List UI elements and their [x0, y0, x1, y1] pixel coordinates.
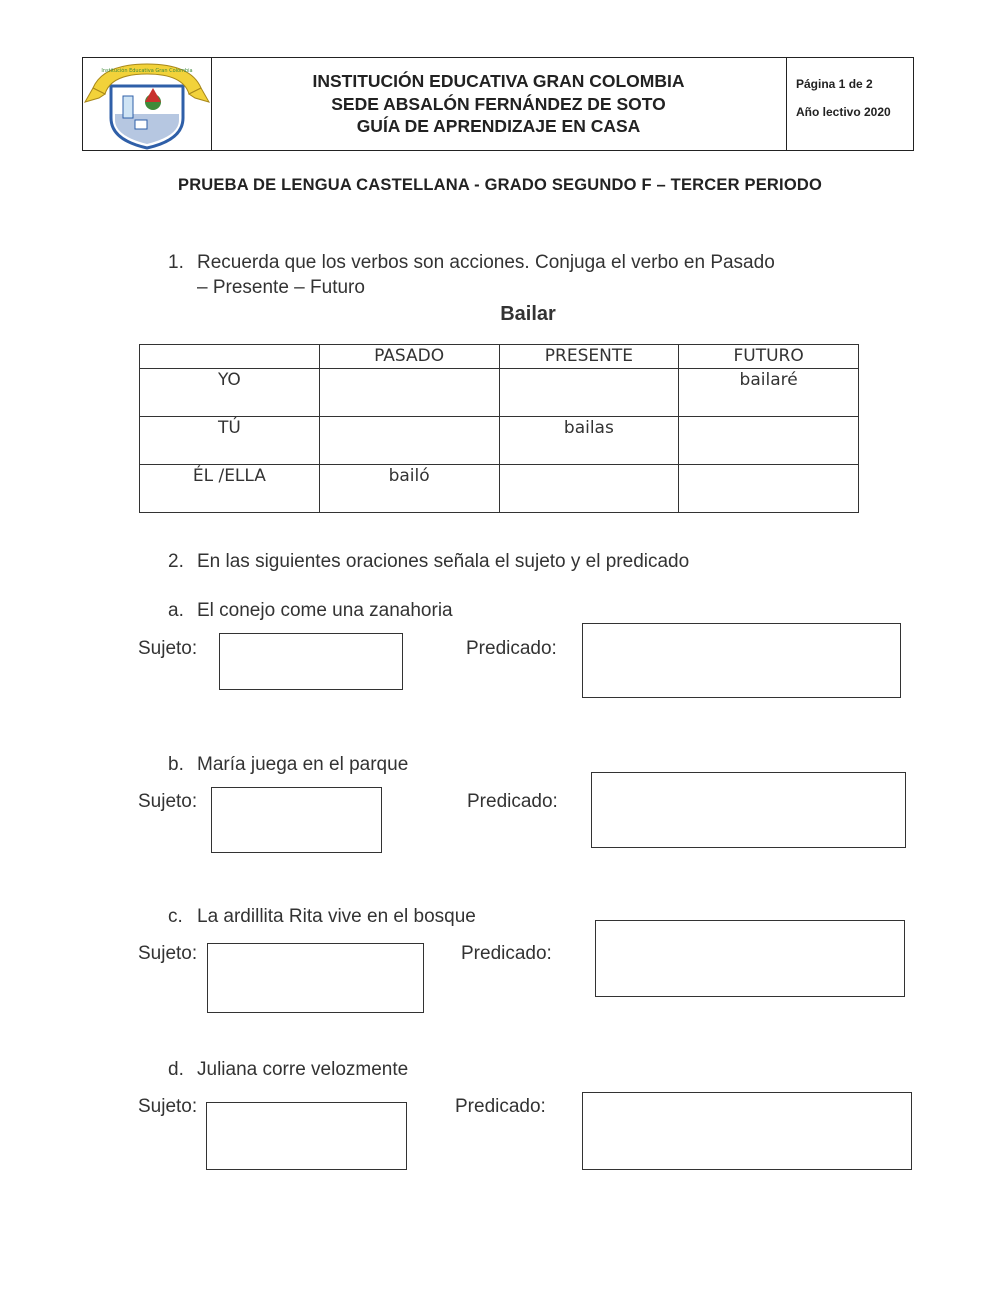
sentence-item-a [168, 598, 668, 623]
question-1-number: 1. [168, 252, 184, 273]
subject-answer-box[interactable] [219, 633, 403, 690]
svg-text:Institución Educativa Gran Col: Institución Educativa Gran Colombia [101, 68, 193, 74]
item-letter: d. [168, 1059, 184, 1080]
subject-label: Sujeto: [138, 1096, 198, 1117]
question-2 [168, 549, 888, 574]
document-header [82, 57, 914, 151]
header-cell-empty [140, 345, 320, 369]
question-1-line-1: Recuerda que los verbos son acciones. Conjuga el verbo en Pasado [197, 252, 775, 273]
page-number: Página 1 de 2 [796, 77, 873, 91]
conjugation-table [139, 344, 859, 513]
answer-cell[interactable] [499, 369, 679, 417]
school-year: Año lectivo 2020 [796, 105, 891, 119]
institution-title [211, 58, 787, 150]
header-cell-present: PRESENTE [499, 345, 679, 369]
answer-cell[interactable] [499, 465, 679, 513]
answer-cell: bailaré [679, 369, 859, 417]
predicate-label: Predicado: [466, 638, 557, 659]
sentence-item-c [168, 904, 668, 929]
title-line-2: SEDE ABSALÓN FERNÁNDEZ DE SOTO [331, 93, 666, 114]
pronoun-cell: YO [140, 369, 320, 417]
title-line-1: INSTITUCIÓN EDUCATIVA GRAN COLOMBIA [312, 71, 685, 91]
table-header-row [140, 345, 859, 369]
table-row [140, 465, 859, 513]
answer-cell[interactable] [679, 417, 859, 465]
test-subtitle: PRUEBA DE LENGUA CASTELLANA - GRADO SEGUNDO F – TERCER PERIODO [177, 176, 823, 194]
question-2-text: En las siguientes oraciones señala el sujeto y el predicado [197, 551, 690, 572]
header-cell-past: PASADO [319, 345, 499, 369]
pronoun-cell: TÚ [140, 417, 320, 465]
subject-answer-box[interactable] [206, 1102, 407, 1170]
predicate-label: Predicado: [461, 943, 552, 964]
item-letter: c. [168, 906, 183, 927]
question-1-line-2: – Presente – Futuro [197, 277, 365, 298]
answer-cell: bailas [499, 417, 679, 465]
predicate-answer-box[interactable] [591, 772, 906, 848]
item-sentence: María juega en el parque [197, 754, 409, 775]
question-1 [168, 250, 888, 300]
table-row [140, 369, 859, 417]
item-letter: b. [168, 754, 184, 775]
school-logo [83, 58, 211, 150]
answer-cell[interactable] [319, 417, 499, 465]
pronoun-cell: ÉL /ELLA [140, 465, 320, 513]
subject-label: Sujeto: [138, 791, 198, 812]
predicate-answer-box[interactable] [595, 920, 905, 997]
verb-title: Bailar [500, 303, 556, 325]
sentence-item-d [168, 1057, 668, 1082]
title-line-3: GUÍA DE APRENDIZAJE EN CASA [356, 116, 641, 136]
question-2-number: 2. [168, 551, 184, 572]
predicate-label: Predicado: [467, 791, 558, 812]
subject-label: Sujeto: [138, 638, 198, 659]
logo-cell [83, 58, 212, 150]
predicate-answer-box[interactable] [582, 1092, 912, 1170]
item-sentence: Juliana corre velozmente [197, 1059, 409, 1080]
item-sentence: El conejo come una zanahoria [197, 600, 453, 621]
header-cell-future: FUTURO [679, 345, 859, 369]
answer-cell[interactable] [679, 465, 859, 513]
item-sentence: La ardillita Rita vive en el bosque [197, 906, 476, 927]
predicate-answer-box[interactable] [582, 623, 901, 698]
table-row [140, 417, 859, 465]
predicate-label: Predicado: [455, 1096, 546, 1117]
answer-cell: bailó [319, 465, 499, 513]
subject-answer-box[interactable] [211, 787, 382, 853]
subject-label: Sujeto: [138, 943, 198, 964]
meta-cell [787, 58, 913, 150]
subject-answer-box[interactable] [207, 943, 424, 1013]
item-letter: a. [168, 600, 184, 621]
answer-cell[interactable] [319, 369, 499, 417]
